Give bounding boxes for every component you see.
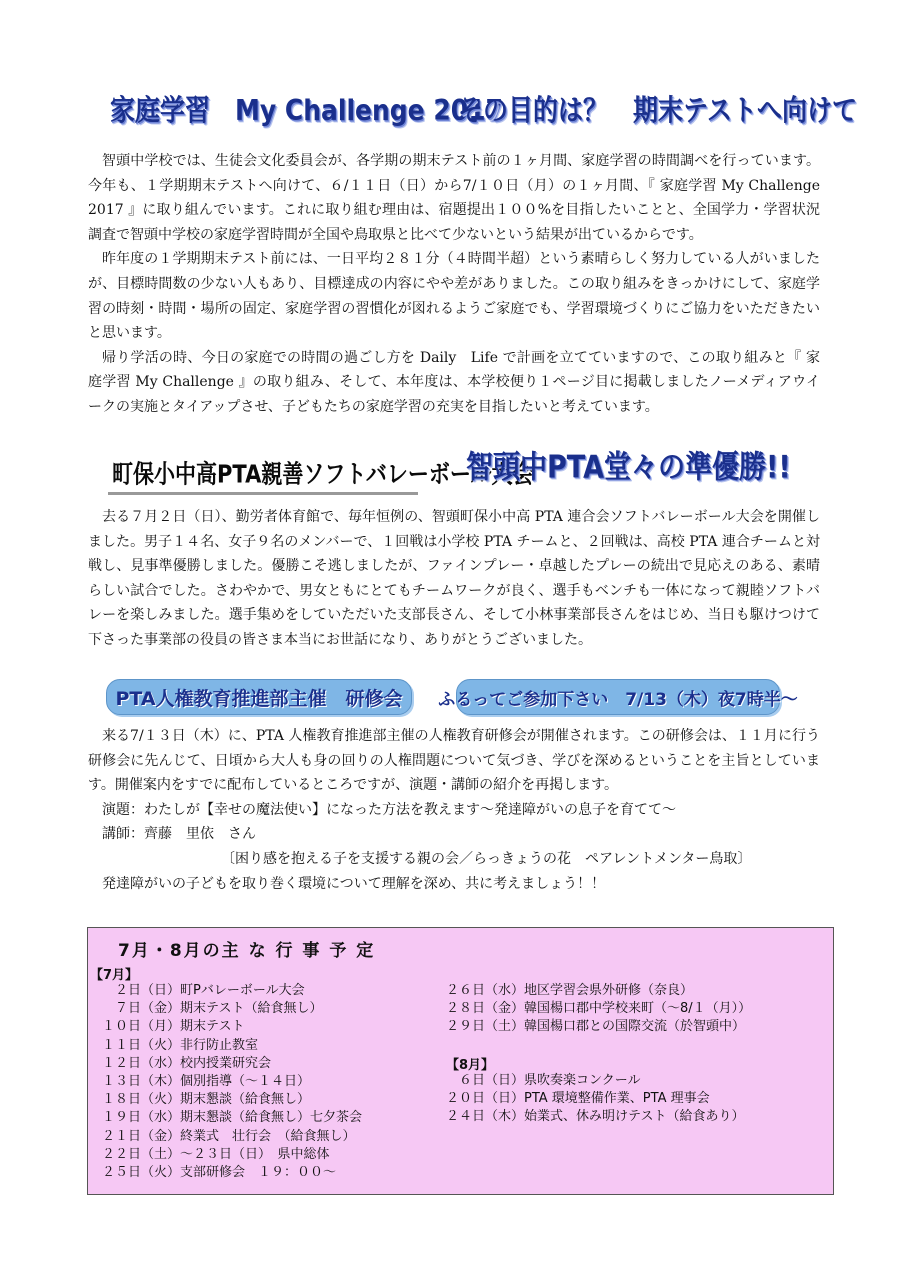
section1-title: 家庭学習 My Challenge 2017 <box>110 93 503 128</box>
section3-body <box>88 724 820 896</box>
section1-paragraph-2: 昨年度の１学期期末テスト前には、一日平均２８１分（４時間半超）という素晴らしく努力している人がいましたが、目標時間数の少ない人もあり、目標達成の内容にやや差がありました。この取り組みをきっかけにして、家庭学習の時刻・時間・場所の固定、家庭学習の習慣化が図れるようご家庭でも、学習環境づくりにご協力をいただきたいと思います。 <box>88 251 820 342</box>
list-item: ２６日（水）地区学習会県外研修（奈良） <box>446 983 694 998</box>
list-item: ２４日（木）始業式、休み明けテスト（給食あり） <box>446 1109 745 1125</box>
section2-title-underline <box>108 492 418 495</box>
list-item: ２日（日）町Pバレーボール大会 <box>102 983 305 998</box>
list-item: １３日（木）個別指導（～１４日） <box>102 1073 311 1089</box>
section3-paragraph-1: 来る7/１３日（木）に、PTA 人権教育推進部主催の人権教育研修会が開催されます。この研修会は、１１月に行う研修会に先んじて、日頃から大人も身の回りの人権問題について気づき、学びを深めるということを主旨としています。開催案内をすでに配布しているところですが、演題・講師の紹介を再掲します。 <box>88 728 820 794</box>
section2-title: 町保小中高PTA親善ソフトバレーボール大会 <box>112 459 534 489</box>
section3-title-banner <box>106 679 412 715</box>
section3-subtitle-banner <box>438 679 798 715</box>
section2-subtitle: 智頭中PTA堂々の準優勝!! <box>466 449 791 486</box>
july-events-left <box>102 982 362 1182</box>
july-events-right <box>446 982 751 1037</box>
section3-subtitle: ふるってご参加下さい 7/13（木）夜7時半～ <box>438 689 798 710</box>
lecture-title: 演題：わたしが【幸せの魔法使い】になった方法を教えます～発達障がいの息子を育てて～ <box>102 801 676 818</box>
list-item: １１日（火）非行防止教室 <box>102 1037 259 1053</box>
section1-paragraph-1: 智頭中学校では、生徒会文化委員会が、各学期の期末テスト前の１ヶ月間、家庭学習の時間調べを行っています。今年も、１学期期末テストへ向けて、６/１１日（日）から7/１０日（月）の１ヶ月間、『 家庭学習 My Challenge 2017 』に取り組んでいます。これに取り組む理由は、宿題提出１００%を目指したいことと、全国学力・学習状況調査で智頭中学校の家庭学習時間が全国や鳥取県と比べて少ないという結果が出ているからです。 <box>88 153 820 243</box>
july-label: 【7月】 <box>90 968 139 983</box>
list-item: ６日（日）県吹奏楽コンクール <box>446 1073 641 1088</box>
schedule-box <box>87 927 834 1195</box>
lecturer-affiliation: 〔困り感を抱える子を支援する親の会／らっきょうの花 ペアレントメンター鳥取〕 <box>221 850 752 867</box>
list-item: １０日（月）期末テスト <box>102 1019 245 1035</box>
section1-paragraph-3: 帰り学活の時、今日の家庭での時間の過ごし方を Daily Life で計画を立てていますので、この取り組みと『 家庭学習 My Challenge 』の取り組み、そして、本年度は、本学校便り１ページ目に掲載しましたノーメディアウイークの実施とタイアップさせ、子どもたちの家庭学習の充実を目指したいと考えています。 <box>88 349 820 415</box>
august-label: 【8月】 <box>446 1058 495 1073</box>
list-item: ２５日（火）支部研修会 １９：００～ <box>102 1164 337 1180</box>
section1-body <box>88 149 820 420</box>
schedule-title: 7月・8月の主 な 行 事 予 定 <box>118 941 376 961</box>
list-item: ２９日（土）韓国楊口郡との国際交流（於智頭中） <box>446 1019 746 1035</box>
lecturer-name: 講師：齊藤 里依 さん <box>102 826 256 843</box>
august-events <box>446 1072 744 1127</box>
list-item: ７日（金）期末テスト（給食無し） <box>102 1001 323 1017</box>
list-item: ２０日（日）PTA 環境整備作業、PTA 理事会 <box>446 1091 710 1107</box>
list-item: ２２日（土）～２３日（日） 県中総体 <box>102 1146 330 1162</box>
section2-paragraph-1: 去る７月２日（日）、勤労者体育館で、毎年恒例の、智頭町保小中高 PTA 連合会ソフトバレーボール大会を開催しました。男子１４名、女子９名のメンバーで、１回戦は小学校 PTA チームと、２回戦は、高校 PTA 連合チームと対戦し、見事準優勝しました。優勝こそ逃しましたが、ファインプレー・卓越したプレーの続出で見応えのある、素晴らしい試合でした。さわやかで、男女ともにとてもチームワークが良く、選手もベンチも一体になって親睦ソフトバレーを楽しみました。選手集めをしていただいた支部長さん、そして小林事業部長さんをはじめ、当日も駆けつけて下さった事業部の役員の皆さま本当にお世話になり、ありがとうございました。 <box>88 509 820 648</box>
list-item: ２１日（金）終業式 壮行会 （給食無し） <box>102 1128 356 1144</box>
list-item: １９日（水）期末懇談（給食無し）七夕茶会 <box>102 1110 363 1126</box>
list-item: １２日（水）校内授業研究会 <box>102 1055 272 1071</box>
section2-body <box>88 505 820 653</box>
section3-title: PTA人権教育推進部主催 研修会 <box>115 687 403 710</box>
list-item: １８日（火）期末懇談（給食無し） <box>102 1092 311 1108</box>
section3-closing: 発達障がいの子どもを取り巻く環境について理解を深め、共に考えましょう！！ <box>102 875 606 892</box>
section1-subtitle: その目的は？ 期末テストへ向けて <box>458 93 858 128</box>
list-item: ２８日（金）韓国楊口郡中学校来町（～8/１（月）） <box>446 1001 752 1017</box>
